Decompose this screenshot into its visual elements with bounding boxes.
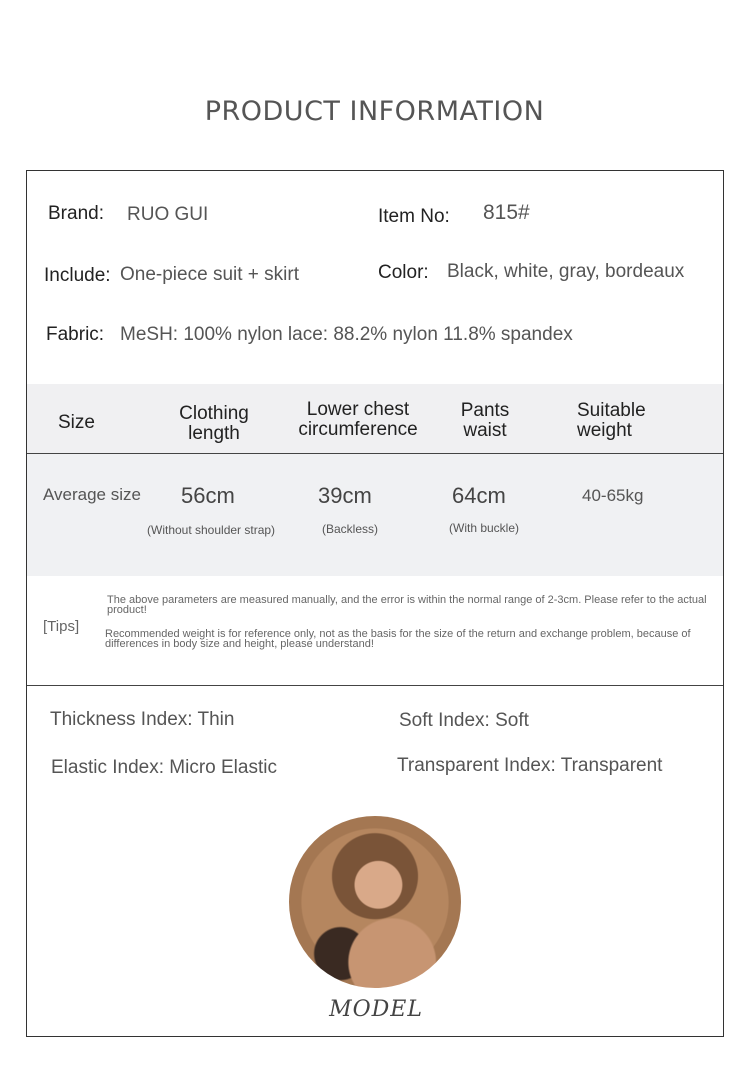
tips-line-1: The above parameters are measured manually, and the error is within the normal range of 2-3cm. Please refer to the actual product! — [107, 594, 707, 616]
brand-value: RUO GUI — [127, 204, 209, 225]
header-suitable-weight: Suitable weight — [577, 400, 646, 441]
row-lower-chest: 39cm — [318, 483, 372, 508]
note-clothing-length: (Without shoulder strap) — [147, 523, 276, 537]
header-clothing-length: Clothing length — [179, 403, 249, 444]
row-clothing-length: 56cm — [181, 483, 235, 508]
row-size: Average size — [43, 485, 141, 504]
item-no-label: Item No: — [378, 206, 450, 227]
model-label: MODEL — [329, 997, 423, 1022]
page-title: PRODUCT INFORMATION — [204, 96, 545, 127]
header-lower-chest: Lower chest circumference — [298, 399, 418, 440]
item-no-value: 815# — [483, 201, 530, 224]
tips-label: [Tips] — [43, 618, 80, 635]
elastic-index: Elastic Index: Micro Elastic — [51, 757, 277, 778]
product-info-panel — [26, 170, 724, 1037]
row-pants-waist: 64cm — [452, 483, 506, 508]
size-table-row — [27, 454, 724, 576]
brand-label: Brand: — [48, 203, 104, 224]
include-label: Include: — [44, 265, 111, 286]
header-size: Size — [58, 412, 95, 433]
soft-index: Soft Index: Soft — [399, 710, 529, 731]
include-value: One-piece suit + skirt — [120, 264, 299, 285]
fabric-value: MeSH: 100% nylon lace: 88.2% nylon 11.8% spandex — [120, 324, 573, 345]
color-label: Color: — [378, 262, 429, 283]
header-pants-waist: Pants waist — [460, 400, 510, 441]
divider — [27, 685, 724, 686]
note-lower-chest: (Backless) — [322, 522, 379, 536]
tips-line-2: Recommended weight is for reference only, not as the basis for the size of the return and exchange problem, because of differences in body size and height, please understand! — [105, 628, 691, 650]
model-photo — [289, 816, 461, 988]
row-suitable-weight: 40-65kg — [582, 486, 644, 505]
transparent-index: Transparent Index: Transparent — [397, 755, 663, 776]
note-pants-waist: (With buckle) — [449, 521, 520, 535]
color-value: Black, white, gray, bordeaux — [447, 261, 685, 282]
thickness-index: Thickness Index: Thin — [50, 709, 235, 730]
fabric-label: Fabric: — [46, 324, 105, 345]
